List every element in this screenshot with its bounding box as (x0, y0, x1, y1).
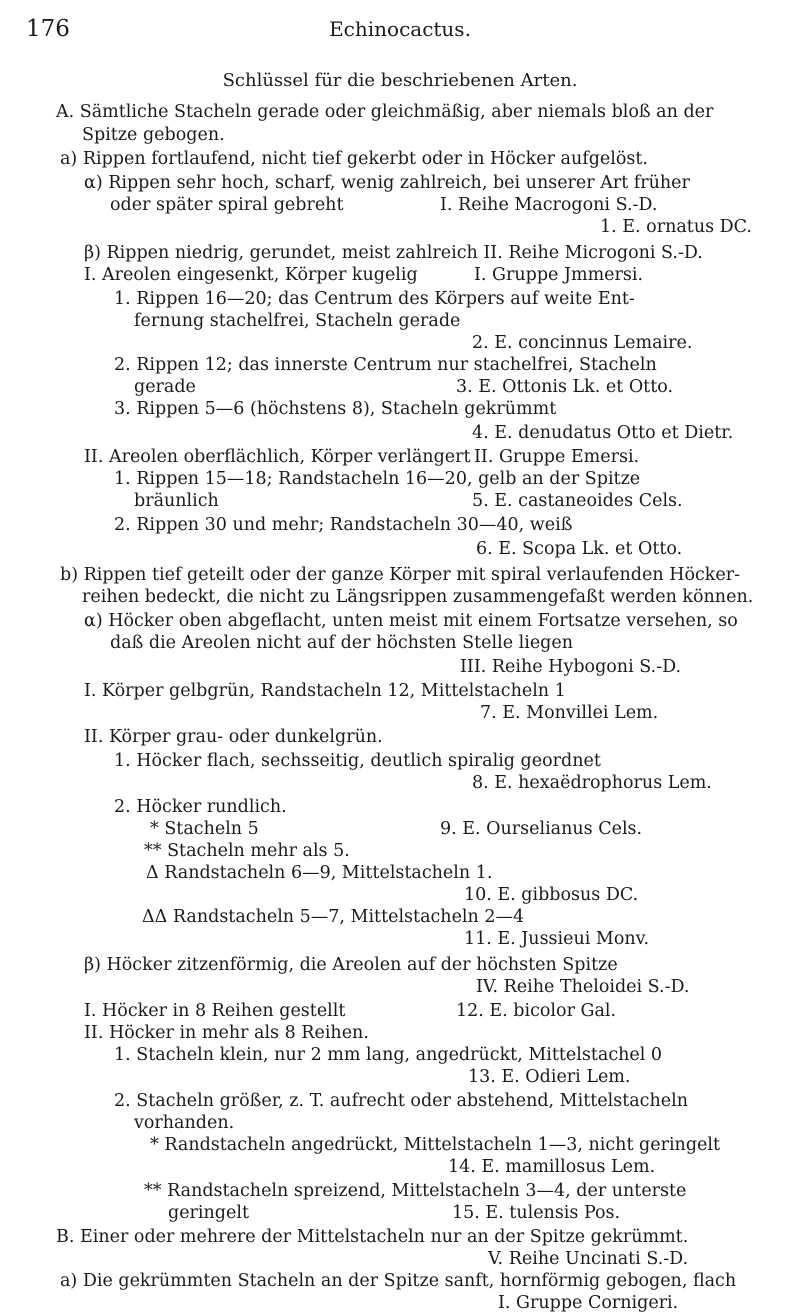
key-line-text: geringelt (168, 1203, 249, 1223)
key-line-text: II. Höcker in mehr als 8 Reihen. (84, 1023, 369, 1043)
key-line-text: 4. E. denudatus Otto et Dietr. (472, 423, 734, 443)
key-line-text: I. Gruppe Cornigeri. (498, 1293, 679, 1313)
key-line (0, 332, 800, 354)
key-line-text: Δ Randstacheln 6—9, Mittelstacheln 1. (146, 863, 493, 883)
key-line-text: 1. E. ornatus DC. (600, 217, 752, 237)
key-line (0, 1226, 800, 1248)
key-line-text: 15. E. tulensis Pos. (452, 1203, 621, 1223)
key-line-text: a) Rippen fortlaufend, nicht tief gekerbt oder in Höcker aufgelöst. (60, 149, 648, 169)
key-line (0, 586, 800, 608)
key-line-text: 2. Rippen 12; das innerste Centrum nur stachelfrei, Stacheln (114, 355, 657, 375)
key-line (0, 310, 800, 332)
key-line (0, 884, 800, 906)
key-line (0, 772, 800, 794)
key-line (0, 976, 800, 998)
key-line (0, 264, 800, 286)
key-line (0, 216, 800, 238)
key-line (0, 354, 800, 376)
key-line-text: 9. E. Ourselianus Cels. (440, 819, 643, 839)
key-line-text: 1. Höcker flach, sechsseitig, deutlich spiralig geordnet (114, 751, 601, 771)
key-line-text: 10. E. gibbosus DC. (464, 885, 639, 905)
key-line (0, 750, 800, 772)
key-line (0, 656, 800, 678)
key-line-text: daß die Areolen nicht auf der höchsten Stelle liegen (110, 633, 574, 653)
key-line-text: vorhanden. (134, 1113, 235, 1133)
key-line (0, 376, 800, 398)
key-line-text: 5. E. castaneoides Cels. (472, 491, 683, 511)
key-line-text: A. Sämtliche Stacheln gerade oder gleichmäßig, aber niemals bloß an der (56, 102, 714, 122)
key-line-text: I. Areolen eingesenkt, Körper kugelig (84, 265, 418, 285)
key-line (0, 726, 800, 748)
key-line (0, 1090, 800, 1112)
section-subtitle: Schlüssel für die beschriebenen Arten. (222, 70, 578, 91)
key-line-text: * Stacheln 5 (150, 819, 259, 839)
key-line (0, 928, 800, 950)
page-number: 176 (26, 16, 70, 42)
key-line (0, 906, 800, 928)
key-line-text: B. Einer oder mehrere der Mittelstacheln nur an der Spitze gekrümmt. (56, 1227, 689, 1247)
key-line-text: β) Höcker zitzenförmig, die Areolen auf der höchsten Spitze (84, 955, 618, 975)
key-line-text: 6. E. Scopa Lk. et Otto. (476, 539, 683, 559)
key-line-text: fernung stachelfrei, Stacheln gerade (134, 311, 461, 331)
key-line (0, 1066, 800, 1088)
key-line-text: bräunlich (134, 491, 219, 511)
key-line (0, 1134, 800, 1156)
key-line (0, 610, 800, 632)
key-line (0, 490, 800, 512)
key-line-text: 2. E. concinnus Lemaire. (472, 333, 693, 353)
key-line (0, 1270, 800, 1292)
key-line (0, 538, 800, 560)
key-line-text: ΔΔ Randstacheln 5—7, Mittelstacheln 2—4 (142, 907, 525, 927)
key-line (0, 840, 800, 862)
key-line-text: 13. E. Odieri Lem. (468, 1067, 631, 1087)
key-line-text: III. Reihe Hybogoni S.-D. (460, 657, 682, 677)
key-line (0, 796, 800, 818)
key-line-text: ** Stacheln mehr als 5. (144, 841, 350, 861)
key-line-text: a) Die gekrümmten Stacheln an der Spitze sanft, hornförmig gebogen, flach (60, 1271, 737, 1291)
key-line-text: 7. E. Monvillei Lem. (480, 703, 659, 723)
key-line (0, 680, 800, 702)
key-line (0, 398, 800, 420)
key-line (0, 632, 800, 654)
key-line-text: 1. Rippen 15—18; Randstacheln 16—20, gelb an der Spitze (114, 469, 641, 489)
key-line-text: 2. Höcker rundlich. (114, 797, 287, 817)
key-line (0, 1292, 800, 1314)
key-line (0, 1202, 800, 1224)
key-line (0, 194, 800, 216)
key-line-text: β) Rippen niedrig, gerundet, meist zahlreich II. Reihe Microgoni S.-D. (84, 243, 703, 263)
key-line (0, 1180, 800, 1202)
key-line (0, 446, 800, 468)
key-line-text: 14. E. mamillosus Lem. (448, 1157, 656, 1177)
key-line (0, 148, 800, 170)
key-line-text: V. Reihe Uncinati S.-D. (488, 1249, 689, 1269)
key-line-text: α) Rippen sehr hoch, scharf, wenig zahlreich, bei unserer Art früher (84, 173, 690, 193)
key-line-text: 3. E. Ottonis Lk. et Otto. (456, 377, 674, 397)
key-line-text: I. Körper gelbgrün, Randstacheln 12, Mittelstacheln 1 (84, 681, 566, 701)
key-line-text: 3. Rippen 5—6 (höchstens 8), Stacheln gekrümmt (114, 399, 557, 419)
key-line-text: α) Höcker oben abgeflacht, unten meist mit einem Fortsatze versehen, so (84, 611, 738, 631)
key-line (0, 564, 800, 586)
key-line-text: * Randstacheln angedrückt, Mittelstacheln 1—3, nicht geringelt (150, 1135, 721, 1155)
key-line (0, 514, 800, 536)
key-line (0, 288, 800, 310)
key-line (0, 422, 800, 444)
key-line-text: reihen bedeckt, die nicht zu Längsrippen zusammengefaßt werden können. (82, 587, 754, 607)
key-line-text: 8. E. hexaëdrophorus Lem. (472, 773, 712, 793)
key-line-text: 2. Stacheln größer, z. T. aufrecht oder abstehend, Mittelstacheln (114, 1091, 688, 1111)
key-line (0, 172, 800, 194)
key-line-text: 11. E. Jussieui Monv. (464, 929, 650, 949)
key-line (0, 1044, 800, 1066)
key-line (0, 124, 800, 146)
key-line-text: II. Areolen oberflächlich, Körper verlängert (84, 447, 471, 467)
key-line-text: II. Gruppe Emersi. (474, 447, 640, 467)
key-line-text: 1. Rippen 16—20; das Centrum des Körpers auf weite Ent- (114, 289, 635, 309)
key-line (0, 468, 800, 490)
key-line-text: oder später spiral gebreht (110, 195, 344, 215)
running-title: Echinocactus. (329, 17, 471, 41)
key-line-text: I. Gruppe Jmmersi. (474, 265, 644, 285)
key-line-text: II. Körper grau- oder dunkelgrün. (84, 727, 383, 747)
key-line (0, 242, 800, 264)
key-line (0, 1022, 800, 1044)
key-line (0, 862, 800, 884)
key-line-text: gerade (134, 377, 196, 397)
key-line (0, 1112, 800, 1134)
key-line (0, 702, 800, 724)
key-line-text: I. Höcker in 8 Reihen gestellt (84, 1001, 346, 1021)
key-line-text: ** Randstacheln spreizend, Mittelstacheln 3—4, der unterste (144, 1181, 687, 1201)
key-line-text: 2. Rippen 30 und mehr; Randstacheln 30—40, weiß (114, 515, 573, 535)
key-line-text: b) Rippen tief geteilt oder der ganze Körper mit spiral verlaufenden Höcker- (60, 565, 741, 585)
key-line (0, 1248, 800, 1270)
key-line-text: 12. E. bicolor Gal. (456, 1001, 617, 1021)
key-line (0, 818, 800, 840)
key-line (0, 1156, 800, 1178)
key-line-text: Spitze gebogen. (82, 125, 225, 145)
key-line (0, 954, 800, 976)
key-line-text: I. Reihe Macrogoni S.-D. (440, 195, 658, 215)
key-line (0, 101, 800, 123)
key-line-text: 1. Stacheln klein, nur 2 mm lang, angedrückt, Mittelstachel 0 (114, 1045, 663, 1065)
key-line (0, 1000, 800, 1022)
key-line-text: IV. Reihe Theloidei S.-D. (476, 977, 690, 997)
